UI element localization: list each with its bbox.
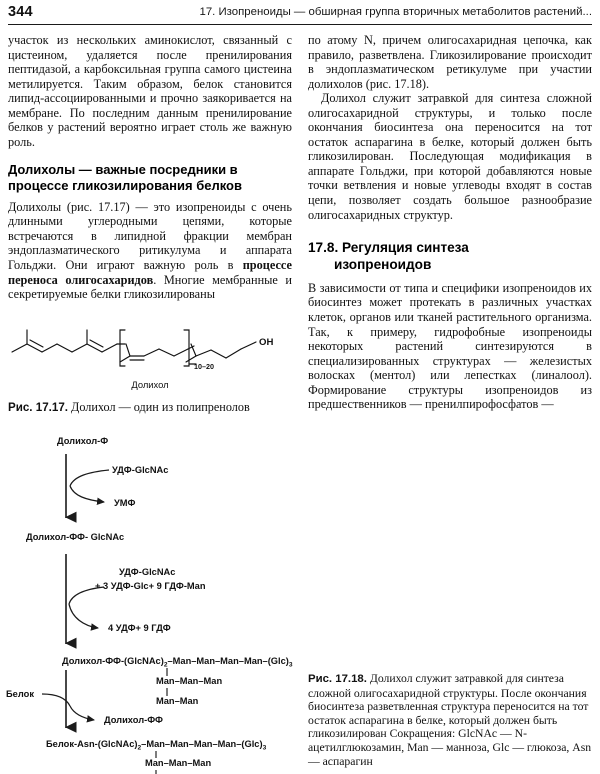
flow-output-udp-gdp: 4 УДФ+ 9 ГДФ [108,623,171,633]
figure-17-18-caption-text: Долихол служит затравкой для синтеза сложной олигосахаридной структуры. После окончания биосинтеза разветвленная структура переносится на тот остаток аспарагина в белке, который должен быть гликозилирован Сокращения: GlcNAc — N-ацетилглюкозамин, Man — манноза, Glc — глюкоза, Asn — аспарагин [308,672,592,768]
flow-input-sugar-donors: + 3 УДФ-Glc+ 9 ГДФ-Man [95,581,206,591]
flow-input-protein: Белок [6,689,34,699]
section-heading-17-8-line-2: изопреноидов [334,256,432,272]
flow-node-branch-row-3: Man–Man [156,696,199,706]
running-title: 17. Изопреноиды — обширная группа вторичных метаболитов растений... [199,6,592,18]
flow-node-dolichol-p: Долихол-Ф [57,436,109,446]
flow-node-branch-row-2b: Man–Man–Man [145,758,212,768]
right-paragraph-2: Долихол служит затравкой для синтеза сложной олигосахаридной структуры, и только после окончания биосинтеза она переносится на тот остаток аспарагина в белке, который должен быть гликозилирован. Последующая модификация в аппарате Гольджи, при которой добавляются новые точки ветвления и новые углеводы входят в состав цепи, позволяет создать большое разнообразие олигосахаридных структур. [308,91,592,222]
left-paragraph-2-part-a: Долихолы (рис. 17.17) — это изопреноиды с очень длинными углеродными цепями, которые встречаются в липидной фракции мембран эндоплазматического ритикулума и аппарата Гольджи. Они играют важную роль в [8,199,292,272]
flow-output-dolichol-pp: Долихол-ФФ [104,715,163,725]
section-heading-17-8 [308,240,592,273]
repeat-count-label: 10–20 [194,362,214,371]
figure-17-17-caption [8,400,292,415]
left-paragraph-2 [8,200,292,302]
section-heading-17-8-line-1: 17.8. Регуляция синтеза [308,240,469,256]
flow-input-udp-glcnac-1: УДФ-GlcNAc [112,465,169,475]
left-column [8,33,292,302]
left-paragraph-1: участок из нескольких аминокислот, связанный с цистеином, удаляется после пренилирования пептидазой, а карбоксильная группа самого цистеина метилируется. Таким образом, белок становится липид-ассоциированными и прочно заякоривается на мембране. По последним данным пренилирование белков у растений вероятно играет столь же важную роль. [8,33,292,149]
subsection-heading-dolichols: Долихолы — важные посредники в процессе гликозилирования белков [8,162,242,193]
flow-node-dolichol-pp-glcnac: Долихол-ФФ- GlcNAc [26,532,125,542]
left-paragraph-2-bold: процессе переноса олигосахаридов [8,257,292,287]
figure-17-17 [8,318,292,415]
terminal-hydroxyl-label: OH [259,337,274,348]
figure-17-18 [4,432,300,774]
molecule-name-label: Долихол [131,379,169,390]
flow-input-udp-glcnac-2: УДФ-GlcNAc [119,567,176,577]
right-paragraph-3: В зависимости от типа и специфики изопреноидов их биосинтез может протекать в различных участках клеток, органов или тканей растительного организма. Так, к примеру, гидрофобные изопреноиды некоторых растений синтезируются в специализированных структурах — железистых волосках (ментол) или лепестках (линалоол). Формирование структуры изопреноидов из предшественников — пренилпирофосфатов — [308,280,592,412]
page-number: 344 [8,4,33,20]
figure-17-18-caption [308,672,596,768]
figure-17-18-caption-label: Рис. 17.18. [308,673,367,685]
flow-node-glycoprotein: Белок-$Asn-(GlcNAc)_2-Man-Man-Man-Man-(Glc)_3$ [46,739,267,752]
right-paragraph-1: по атому N, причем олигосахаридная цепочка, как правило, разветвлена. Гликозилирование происходит в эндоплазматическом ретикулуме при участии долихолов (рис. 17.18). [308,33,592,91]
dolichol-structure-diagram [8,318,292,378]
left-paragraph-2-part-b: . Многие мембранные и секретируемые белки гликозилированы [8,272,292,302]
flow-output-ump: УМФ [114,498,136,508]
header-divider [8,24,592,25]
right-column [308,33,592,412]
figure-17-17-caption-text: Долихол — один из полипренолов [67,400,250,414]
figure-17-17-caption-label: Рис. 17.17. [8,401,68,414]
flow-node-branch-row-2: Man–Man–Man [156,676,223,686]
flow-node-dolichol-pp-oligosaccharide: Долихол-$ФФ-(GlcNAc)_2-Man-Man-Man-Man-(Glc)_3$ [62,656,293,669]
